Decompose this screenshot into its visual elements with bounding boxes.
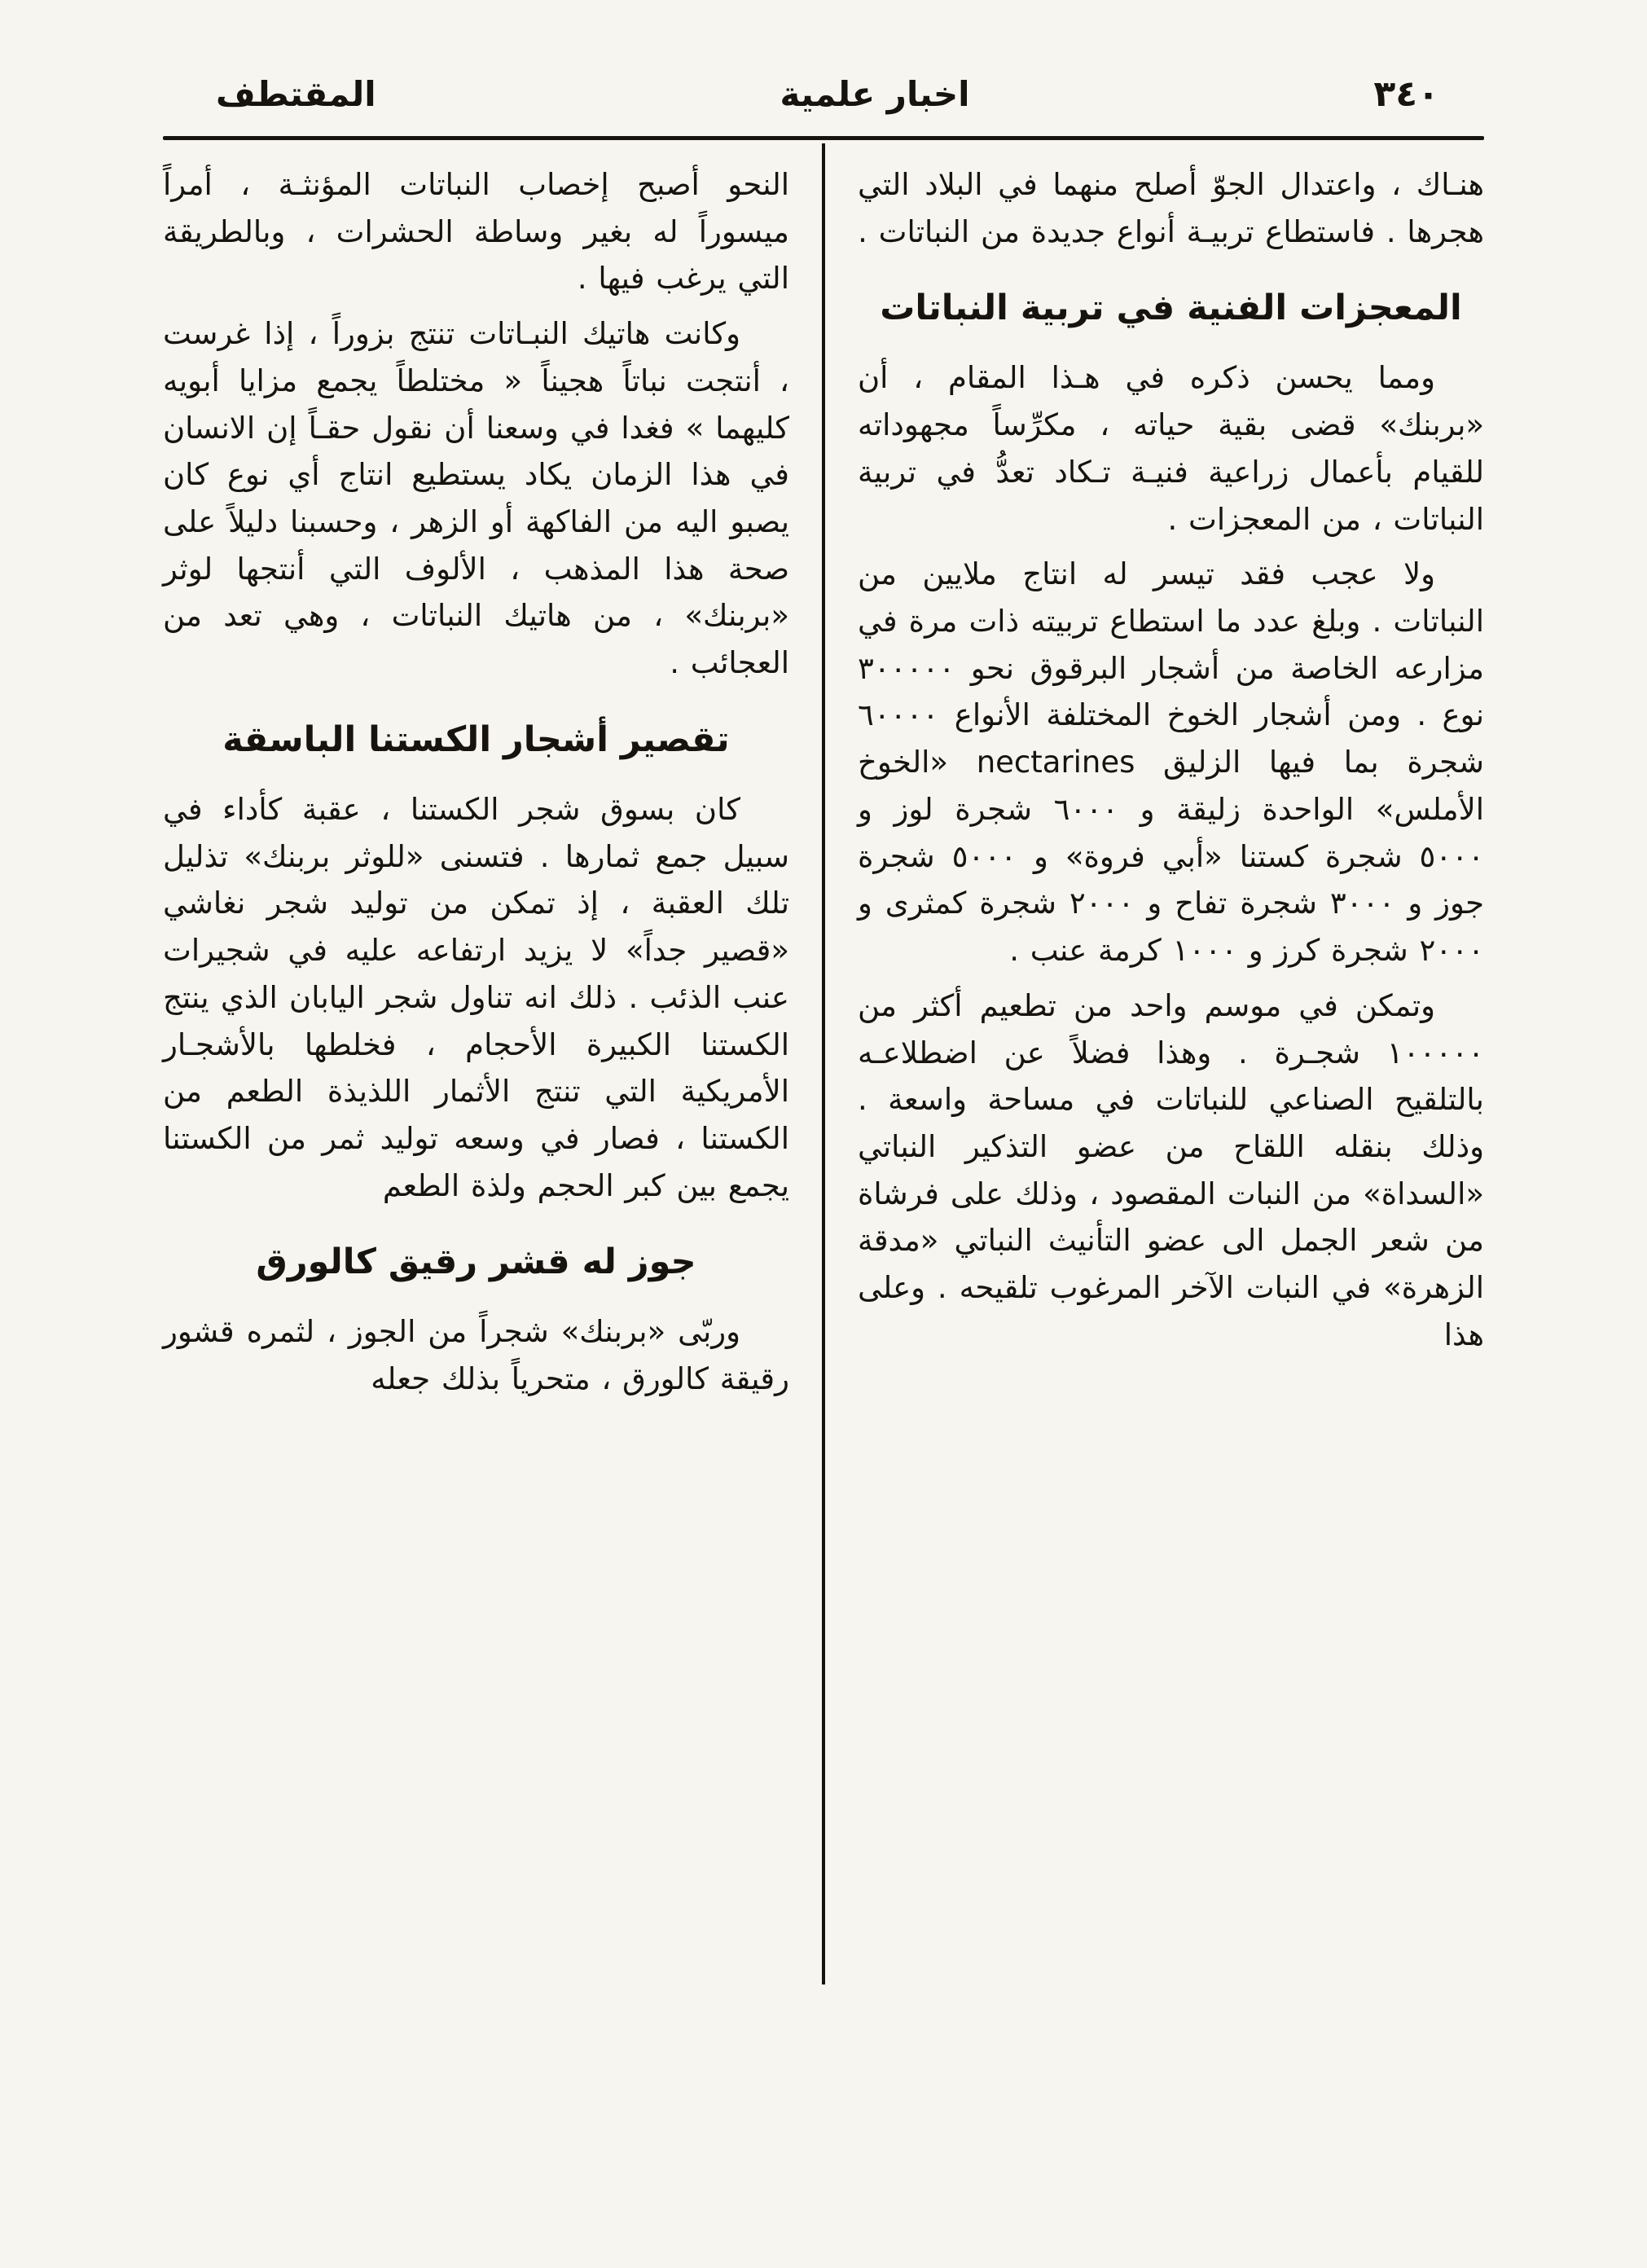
paragraph: كان بسوق شجر الكستنا ، عقبة كأداء في سبيل جمع ثمارها . فتسنى «للوثر بربنك» تذليل تلك العقبة ، إذ تمكن من توليد شجر نغاشي «قصير جداً» لا يزيد ارتفاعه عليه في شجيرات عنب الذئب . ذلك انه تناول شجر اليابان الذي ينتج الكستنا الكبيرة الأحجام ، فخلطها بالأشجـار الأمريكية التي تنتج الأثمار اللذيذة الطعم من الكستنا ، فصار في وسعه توليد ثمر من الكستنا يجمع بين كبر الحجم ولذة الطعم [163,791,789,1203]
paragraph-continuation: هنـاك ، واعتدال الجوّ أصلح منهما في البلاد التي هجرها . فاستطاع تربيـة أنواع جديدة من النباتات . [858,167,1484,249]
section-title: اخبار علمية [780,74,970,114]
magazine-title: المقتطف [216,74,376,114]
page-number: ٣٤٠ [1373,73,1439,115]
article-heading-walnut: جوز له قشر رقيق كالورق [256,1242,696,1283]
paragraph-continuation: النحو أصبح إخصاب النباتات المؤنثـة ، أمراً ميسوراً له بغير وساطة الحشرات ، وبالطريقة التي يرغب فيها . [163,167,789,297]
page-header [163,73,1484,115]
article-columns [163,143,1484,2082]
paragraph: ولا عجب فقد تيسر له انتاج ملايين من النباتات . وبلغ عدد ما استطاع تربيته ذات مرة في مزارعه الخاصة من أشجار البرقوق نحو ٣٠٠٠٠٠ نوع . ومن أشجار الخوخ المختلفة الأنواع ٦٠٠٠٠ شجرة بما فيها الزليق nectarines «الخوخ الأملس» الواحدة زليقة و ٦٠٠٠ شجرة لوز و ٥٠٠٠ شجرة كستنا «أبي فروة» و ٥٠٠٠ شجرة جوز و ٣٠٠٠ شجرة تفاح و ٢٠٠٠ شجرة كمثرى و ٢٠٠٠ شجرة كرز و ١٠٠٠ كرمة عنب . [858,556,1485,969]
paragraph: ومما يحسن ذكره في هـذا المقام ، أن «بربنك» قضى بقية حياته ، مكرِّساً مجهوداته للقيام بأعمال زراعية فنيـة تـكاد تعدُّ في تربية النباتات ، من المعجزات . [858,360,1484,537]
header-rule [163,136,1484,140]
paragraph: وتمكن في موسم واحد من تطعيم أكثر من ١٠٠٠٠٠ شجـرة . وهذا فضلاً عن اضطلاعـه بالتلقيح الصناعي للنباتات في مساحة واسعة . وذلك بنقله اللقاح من عضو التذكير النباتي «السداة» من النبات المقصود ، وذلك على فرشاة من شعر الجمل الى عضو التأنيث النباتي «مدقة الزهرة» في النبات الآخر المرغوب تلقيحه . وعلى هذا [858,987,1484,1352]
article-heading-miracles: المعجزات الفنية في تربية النباتات [880,288,1462,329]
paragraph: وكانت هاتيك النبـاتات تنتج بزوراً ، إذا غرست ، أنتجت نباتاً هجيناً « مختلطاً يجمع مزايا أبويه كليهما » فغدا في وسعنا أن نقول حقـاً إن الانسان في هذا الزمان يكاد يستطيع انتاج أي نوع كان يصبو اليه من الفاكهة أو الزهر ، وحسبنا دليلاً على صحة هذا المذهب ، الألوف التي أنتجها لوثر «بربنك» ، من هاتيك النباتات ، وهي تعد من العجائب . [163,316,789,681]
right-column [825,143,1484,2082]
paragraph: وربّى «بربنك» شجراً من الجوز ، لثمره قشور رقيقة كالورق ، متحرياً بذلك جعله [163,1314,789,1397]
left-column [163,143,822,2082]
article-heading-chestnut: تقصير أشجار الكستنا الباسقة [222,719,730,760]
column-divider [822,143,825,1984]
